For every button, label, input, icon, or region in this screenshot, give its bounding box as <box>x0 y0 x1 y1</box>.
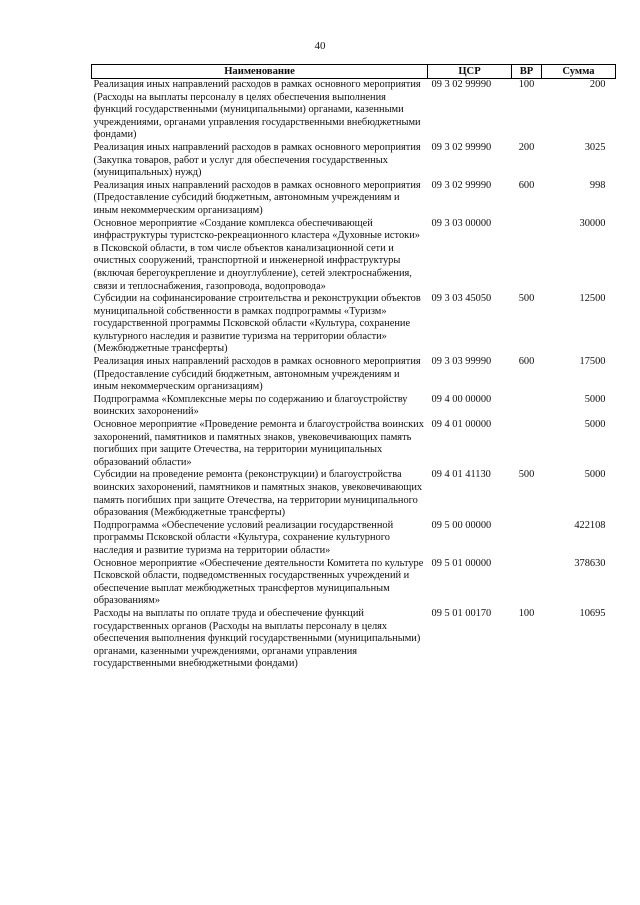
row-vr: 500 <box>518 293 535 305</box>
row-vr <box>512 394 542 419</box>
page-number: 40 <box>314 40 326 52</box>
row-vr: 600 <box>518 356 535 368</box>
row-sum: 10695 <box>579 607 606 619</box>
row-csr: 09 4 00 00000 <box>431 393 492 405</box>
row-sum: 3025 <box>584 141 606 153</box>
row-sum: 200 <box>589 79 606 90</box>
row-name: Расходы на выплаты по оплате труда и обеспечение функций государственных органов (Расходы на выплаты персоналу в целях обеспечения выполнения функций государственными (муниципальными) органами, казенными учреждениями, органами управления государственными внебюджетными фондами) <box>93 607 421 670</box>
row-vr: 200 <box>518 141 535 153</box>
row-name: Основное мероприятие «Создание комплекса обеспечивающей инфраструктуры туристско-рекреационного кластера «Духовные истоки» в Псковской области, в том числе объектов канализационной сети и очистных сооружений, транспортной и инженерной инфраструктуры (включая берегоукрепление и дноуглубление), сетей электроснабжения, связи и теплоснабжения, газопровода, водопровода» <box>93 217 420 292</box>
row-csr: 09 3 02 99990 <box>431 141 492 153</box>
row-vr: 500 <box>518 469 535 481</box>
header-vr: ВР <box>512 65 542 79</box>
row-vr: 600 <box>518 179 535 191</box>
row-csr: 09 3 02 99990 <box>431 79 492 90</box>
row-vr <box>512 419 542 469</box>
row-sum: 998 <box>589 179 606 191</box>
table-header-row <box>92 65 616 79</box>
row-sum: 5000 <box>584 469 606 481</box>
header-csr: ЦСР <box>428 65 512 79</box>
row-vr: 100 <box>518 607 535 619</box>
table-row <box>92 356 616 394</box>
row-vr <box>512 558 542 608</box>
row-vr: 100 <box>518 79 535 90</box>
row-name: Субсидии на проведение ремонта (реконструкции) и благоустройства воинских захоронений, памятников и памятных знаков, увековечивающих память погибших при защите Отечества, на территории муниципального образования (Межбюджетные трансферты) <box>93 469 423 519</box>
table-body <box>92 79 616 671</box>
table-row <box>92 608 616 671</box>
row-csr: 09 3 03 45050 <box>431 293 492 305</box>
row-sum: 30000 <box>579 217 606 229</box>
row-vr <box>512 218 542 294</box>
row-name: Субсидии на софинансирование строительства и реконструкции объектов муниципальной собственности в рамках подпрограммы «Туризм» государственной программы Псковской области «Культура, сохранение культурного наследия и развитие туризма на территории области» (Межбюджетные трансферты) <box>93 293 421 355</box>
row-name: Подпрограмма «Обеспечение условий реализации государственной программы Псковской области «Культура, сохранение культурного наследия и развитие туризма на территории области» <box>93 519 394 556</box>
table-row <box>92 520 616 558</box>
row-name: Основное мероприятие «Проведение ремонта и благоустройства воинских захоронений, памятников и памятных знаков, увековечивающих память погибших при защите Отечества, на территории муниципальных образований области» <box>93 419 424 468</box>
table-row <box>92 293 616 356</box>
table-row <box>92 218 616 294</box>
table-row <box>92 558 616 608</box>
row-csr: 09 3 02 99990 <box>431 179 492 191</box>
row-csr: 09 4 01 00000 <box>431 419 492 431</box>
row-sum: 5000 <box>584 419 606 431</box>
table-row <box>92 180 616 218</box>
table-row <box>92 419 616 469</box>
row-csr: 09 4 01 41130 <box>431 469 491 481</box>
table-row <box>92 469 616 519</box>
row-name: Основное мероприятие «Обеспечение деятельности Комитета по культуре Псковской области, подведомственных государственных учреждений и обеспечение выплат межбюджетных трансфертов муниципальным образованиям» <box>93 557 424 607</box>
row-csr: 09 3 03 00000 <box>431 217 492 229</box>
row-csr: 09 5 01 00000 <box>431 557 492 569</box>
row-name: Реализация иных направлений расходов в рамках основного мероприятия (Предоставление субсидий бюджетным, автономным учреждениям и иным некоммерческим организациям) <box>93 356 421 393</box>
table-row <box>92 394 616 419</box>
table-row <box>92 79 616 142</box>
budget-table <box>91 64 616 671</box>
row-name: Реализация иных направлений расходов в рамках основного мероприятия (Расходы на выплаты персоналу в целях обеспечения выполнения функций государственными (муниципальными) органами, казенными учреждениями, органами управления государственными внебюджетными фондами) <box>93 79 421 141</box>
row-sum: 422108 <box>574 519 606 531</box>
header-name: Наименование <box>92 65 428 79</box>
table-row <box>92 142 616 180</box>
header-sum: Сумма <box>542 65 616 79</box>
row-sum: 17500 <box>579 356 606 368</box>
row-name: Реализация иных направлений расходов в рамках основного мероприятия (Закупка товаров, работ и услуг для обеспечения государственных (муниципальных) нужд) <box>93 141 421 179</box>
row-vr <box>512 520 542 558</box>
row-name: Подпрограмма «Комплексные меры по содержанию и благоустройству воинских захоронений» <box>93 393 408 418</box>
row-csr: 09 5 00 00000 <box>431 519 492 531</box>
row-name: Реализация иных направлений расходов в рамках основного мероприятия (Предоставление субсидий бюджетным, автономным учреждениям и иным некоммерческим организациям) <box>93 179 421 216</box>
row-sum: 12500 <box>579 293 606 305</box>
row-csr: 09 3 03 99990 <box>431 356 492 368</box>
row-sum: 378630 <box>574 557 606 569</box>
row-csr: 09 5 01 00170 <box>431 607 492 619</box>
row-sum: 5000 <box>584 393 606 405</box>
